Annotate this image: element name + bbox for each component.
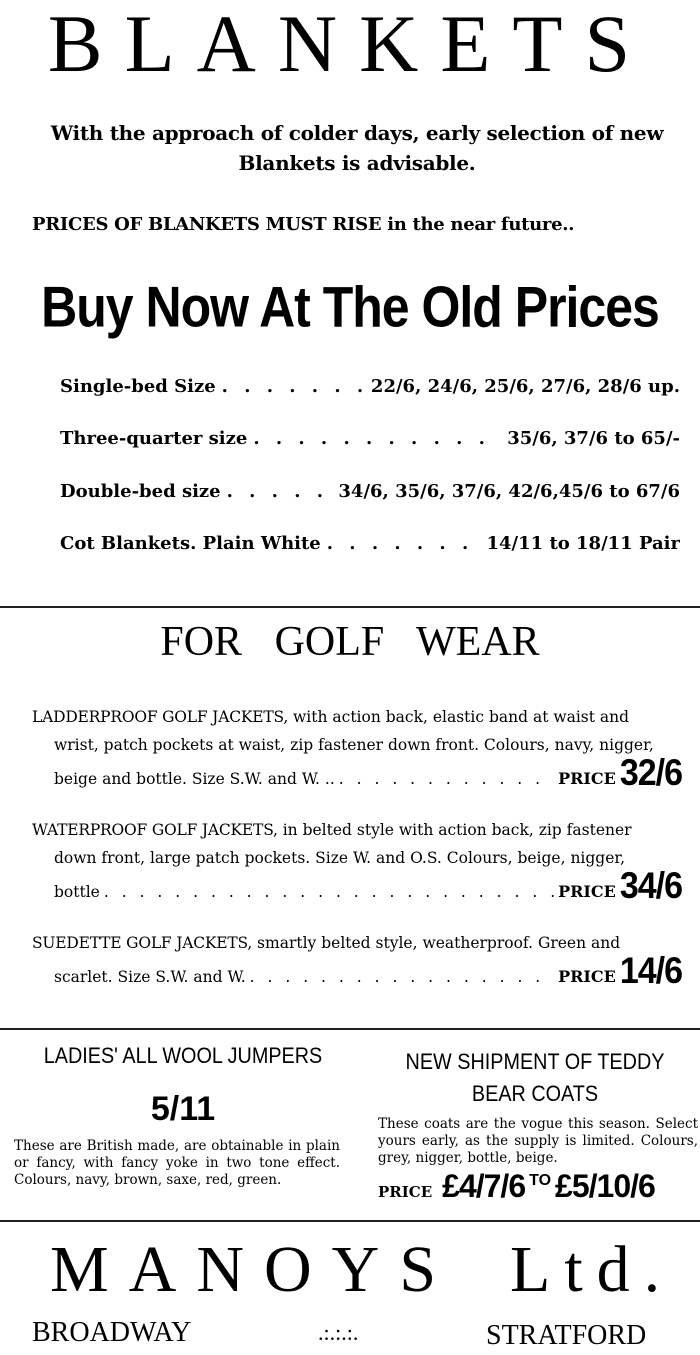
item-name: WATERPROOF GOLF JACKETS, — [32, 821, 278, 839]
price-label: PRICE — [378, 1183, 433, 1201]
price-value: 34/6 — [619, 865, 682, 907]
price-value: 35/6, 37/6 to 65/- — [507, 428, 680, 449]
leader-dots — [222, 376, 365, 397]
leader-dots — [227, 481, 333, 502]
golf-jacket-item-waterproof — [32, 816, 682, 906]
item-name: SUEDETTE GOLF JACKETS, — [32, 934, 253, 952]
teddy-price-row — [378, 1168, 700, 1205]
price-value: 22/6, 24/6, 25/6, 27/6, 28/6 up. — [370, 376, 680, 397]
price-label: Cot Blankets. Plain White — [60, 533, 321, 554]
section-divider — [0, 1220, 700, 1222]
teddy-title: NEW SHIPMENT OF TEDDY BEAR COATS — [405, 1049, 665, 1106]
leader-dots — [339, 765, 554, 793]
item-name: LADDERPROOF GOLF JACKETS, — [32, 708, 289, 726]
price-label: Single-bed Size — [60, 376, 216, 397]
leader-dots — [253, 428, 501, 449]
price-label: Double-bed size — [60, 481, 221, 502]
price-row-double — [60, 481, 680, 509]
price-row-cot — [60, 533, 680, 561]
price-label: Three-quarter size — [60, 428, 248, 449]
item-desc-line: bottle — [54, 883, 100, 901]
price-value: 32/6 — [619, 752, 682, 794]
item-desc-line: down front, large patch pockets. Size W. and O.S. Colours, beige, nigger, — [54, 849, 626, 867]
price-value: 14/11 to 18/11 Pair — [486, 533, 680, 554]
item-desc-line: beige and bottle. Size S.W. and W. .. — [54, 770, 335, 788]
slogan-headline: Buy Now At The Old Prices — [41, 274, 659, 340]
ornament: .:.:.:. — [318, 1320, 359, 1345]
company-suffix: Ltd. — [510, 1233, 675, 1306]
golf-jacket-item-ladderproof — [32, 703, 682, 793]
location-right: STRATFORD — [486, 1320, 647, 1351]
price-label: PRICE — [558, 967, 616, 986]
price-to: £5/10/6 — [555, 1168, 655, 1204]
item-desc-line: in belted style with action back, zip fastener — [282, 821, 632, 839]
price-warning: PRICES OF BLANKETS MUST RISE in the near future.. — [32, 214, 575, 235]
leader-dots — [250, 963, 554, 991]
jumpers-title: LADIES' ALL WOOL JUMPERS — [43, 1043, 323, 1068]
leader-dots — [104, 878, 554, 906]
price-label: PRICE — [558, 769, 616, 788]
golf-section-title: FOR GOLF WEAR — [160, 619, 540, 665]
price-value: 14/6 — [619, 950, 682, 992]
section-divider — [0, 606, 700, 608]
item-desc-line: smartly belted style, weatherproof. Green and — [257, 934, 621, 952]
teddy-description: These coats are the vogue this season. Select yours early, as the supply is limited. Colours, grey, nigger, bottle, beige. — [378, 1116, 698, 1166]
price-label: PRICE — [558, 882, 616, 901]
price-from: £4/7/6 — [442, 1168, 526, 1204]
jumpers-price: 5/11 — [150, 1090, 216, 1128]
item-desc-line: wrist, patch pockets at waist, zip fastener down front. Colours, navy, nigger, — [54, 736, 654, 754]
jumpers-description: These are British made, are obtainable in plain or fancy, with fancy yoke in two tone effect. Colours, navy, brown, saxe, red, green. — [14, 1138, 340, 1188]
item-desc-line: scarlet. Size S.W. and W. — [54, 968, 246, 986]
location-left: BROADWAY — [32, 1317, 192, 1348]
price-row-three-quarter — [60, 428, 680, 456]
price-value: 34/6, 35/6, 37/6, 42/6,45/6 to 67/6 — [338, 481, 680, 502]
intro-text: With the approach of colder days, early selection of new Blankets is advisable. — [50, 121, 664, 175]
price-row-single — [60, 376, 680, 404]
price-to-label: TO — [529, 1172, 552, 1189]
item-desc-line: with action back, elastic band at waist and — [293, 708, 630, 726]
golf-jacket-item-suedette — [32, 929, 682, 991]
company-name: MANOYS — [50, 1233, 457, 1306]
section-divider — [0, 1028, 700, 1030]
leader-dots — [327, 533, 481, 554]
page-title: BLANKETS — [47, 0, 653, 89]
